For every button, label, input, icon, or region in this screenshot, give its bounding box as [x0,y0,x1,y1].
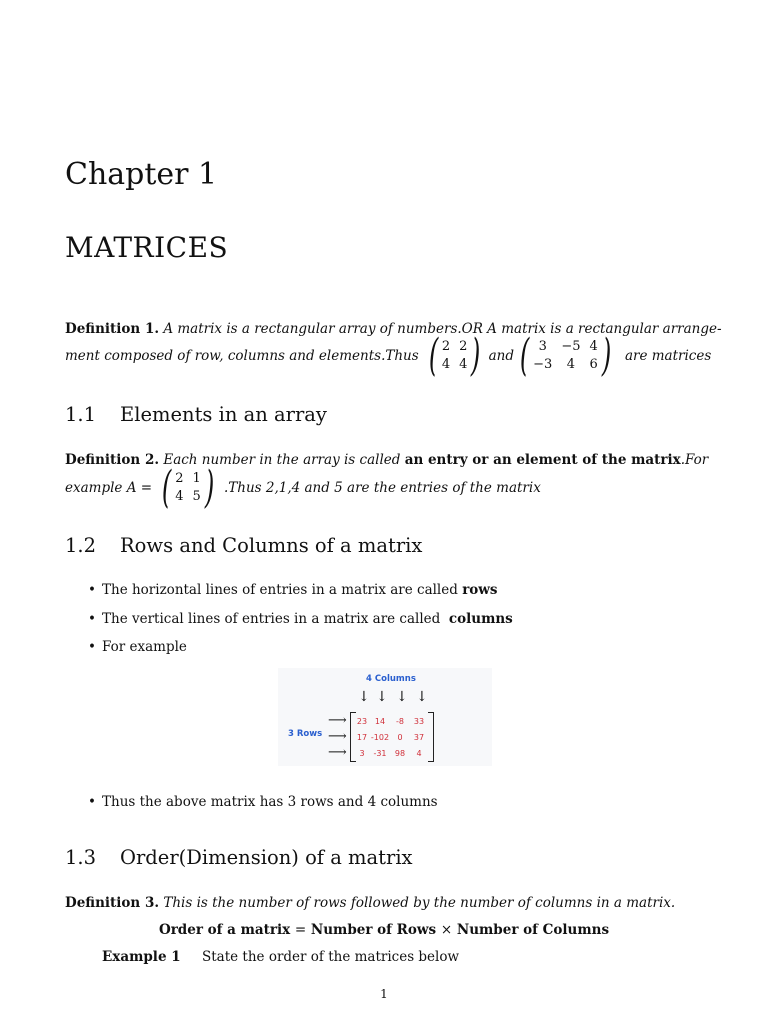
matrix-cell: −5 [561,339,581,354]
figure-cell: 23 [356,717,368,726]
down-arrow-icon: ↓ [376,689,388,705]
definition-2-text1b: .For [680,452,709,468]
right-paren: ) [471,330,481,381]
definition-3 [65,894,675,912]
formula-lhs: Order of a matrix [158,922,291,938]
definition-2-text2a: example A = [65,480,153,496]
list-item-bold: rows [462,582,498,598]
matrix-cell: 4 [459,357,468,372]
definition-1-are: are matrices [624,348,712,364]
matrix-cell: 1 [192,471,201,486]
section-title: Elements in an array [120,403,327,426]
matrix-m2 [516,330,615,381]
figure-cell: 0 [397,733,403,742]
example-text: State the order of the matrices below [202,949,460,965]
bullet-icon: • [88,611,96,627]
list-item [88,610,513,628]
left-paren: ( [428,330,438,381]
section-number: 1.1 [65,403,97,426]
chapter-label: Chapter 1 [65,157,218,192]
definition-2-bold: an entry or an element of the matrix [404,452,681,468]
matrix-a [158,462,218,513]
figure-cell: 33 [413,717,425,726]
matrix-cell: 4 [589,339,598,354]
definition-3-label: Definition 3. [65,895,160,911]
figure-columns-label: 4 Columns [366,674,416,684]
figure-cell: 4 [416,749,422,758]
definition-1-line2 [65,330,712,381]
list-item [88,638,187,656]
matrix-cell: 2 [441,339,451,354]
matrix-m1 [425,330,485,381]
list-item [88,793,438,811]
list-item-text: For example [102,639,187,655]
list-item-bold: columns [448,611,513,627]
matrix-cell: 5 [192,489,201,504]
right-paren: ) [204,462,215,513]
definition-1-and: and [488,348,514,364]
example-1 [102,948,459,966]
section-number: 1.2 [65,534,97,557]
definition-2-text2b: .Thus 2,1,4 and 5 are the entries of the matrix [223,480,541,496]
definition-1-label: Definition 1. [65,321,160,337]
figure-rows-label: 3 Rows [288,729,323,739]
matrix-m2-grid [533,338,598,374]
figure-cell: 98 [394,749,406,758]
figure-cell: 14 [374,717,386,726]
page-number: 1 [380,987,388,1001]
example-label: Example 1 [102,949,181,965]
formula-rows: Number of Rows [310,922,437,938]
down-arrow-icon: ↓ [416,689,428,705]
section-number: 1.3 [65,846,97,869]
list-item-text: Thus the above matrix has 3 rows and 4 columns [102,794,438,810]
bullet-icon: • [88,794,96,810]
section-1-1-heading [65,402,327,428]
matrix-cell: 4 [441,357,451,372]
formula-times: × [440,922,453,938]
right-arrow-icon: ⟶ [328,745,347,760]
matrix-cell: 4 [566,357,576,372]
figure-cell: 37 [413,733,425,742]
section-title: Rows and Columns of a matrix [120,534,423,557]
formula-equals: = [294,922,307,938]
formula-columns: Number of Columns [456,922,610,938]
figure-cell: 17 [356,733,368,742]
right-paren: ) [601,330,612,381]
bullet-icon: • [88,582,96,598]
list-item [88,581,498,599]
list-item-text: The vertical lines of entries in a matrix are called [102,611,441,627]
down-arrow-icon: ↓ [396,689,408,705]
matrix-figure [278,668,492,766]
matrix-cell: 4 [175,489,184,504]
definition-2-label: Definition 2. [65,452,160,468]
chapter-title: MATRICES [65,231,229,264]
order-formula [0,921,768,939]
right-arrow-icon: ⟶ [328,713,347,728]
section-title: Order(Dimension) of a matrix [120,846,413,869]
figure-cell: -31 [373,749,387,758]
matrix-cell: 2 [175,471,184,486]
definition-3-text: This is the number of rows followed by the number of columns in a matrix. [163,895,676,911]
bullet-icon: • [88,639,96,655]
definition-2-text1: Each number in the array is called [163,452,401,468]
figure-cell: 3 [359,749,365,758]
matrix-cell: 2 [459,339,468,354]
definition-1-text2: ment composed of row, columns and elements.Thus [65,348,419,364]
matrix-m1-grid [442,338,468,374]
definition-2-line2 [65,462,541,513]
matrix-a-grid [175,470,201,506]
definition-1-text1: A matrix is a rectangular array of numbers.OR A matrix is a rectangular arrange- [163,321,722,337]
right-arrow-icon: ⟶ [328,729,347,744]
list-item-text: The horizontal lines of entries in a matrix are called [102,582,458,598]
left-paren: ( [161,462,172,513]
figure-cell: -8 [396,717,404,726]
matrix-cell: 6 [589,357,598,372]
matrix-cell: −3 [533,357,553,372]
left-paren: ( [519,330,530,381]
matrix-cell: 3 [538,339,547,354]
section-1-2-heading [65,533,422,559]
figure-cell: -102 [370,733,390,742]
down-arrow-icon: ↓ [358,689,370,705]
section-1-3-heading [65,845,413,871]
